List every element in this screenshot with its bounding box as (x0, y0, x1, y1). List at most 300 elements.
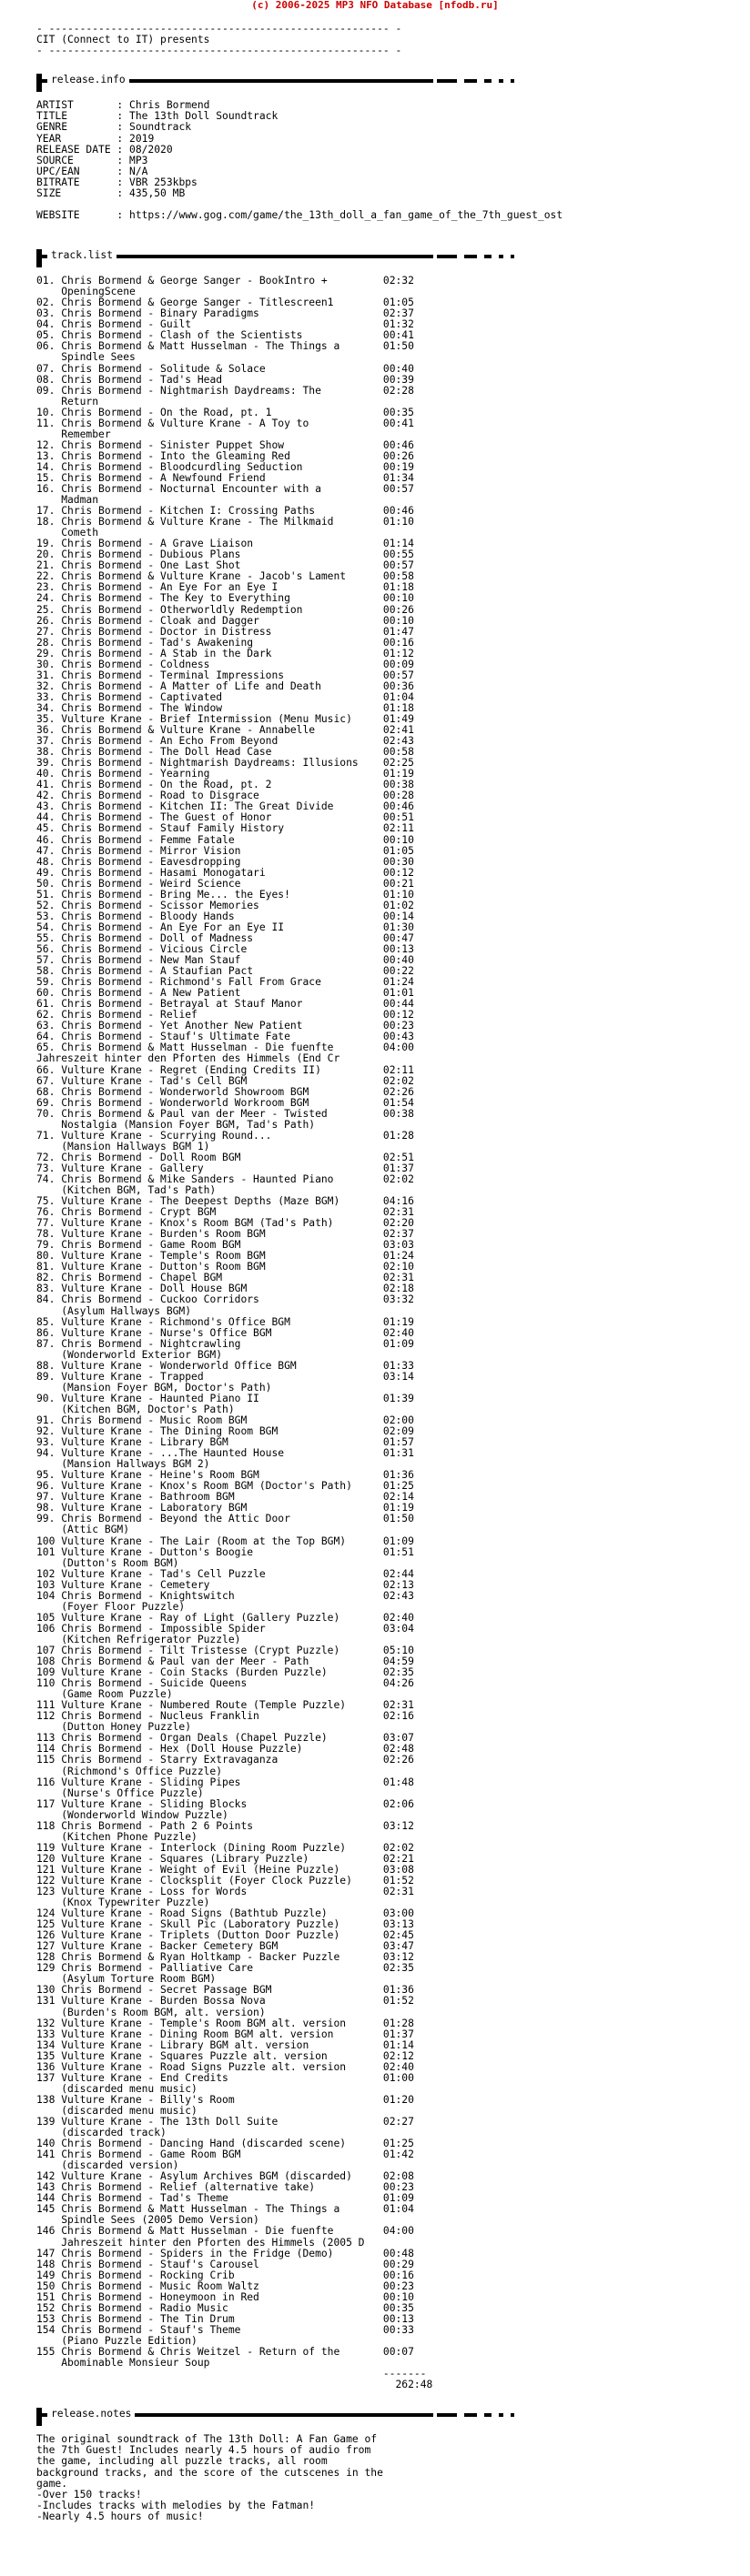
track-duration: 01:47 (382, 625, 414, 638)
track-number: 46. (36, 833, 56, 846)
track-duration: 00:47 (382, 931, 414, 944)
track-title-continued: (Dutton Honey Puzzle) (61, 1721, 192, 1734)
track-duration: 01:32 (382, 318, 414, 331)
track-duration: 01:02 (382, 899, 414, 911)
track-duration: 01:04 (382, 690, 414, 703)
track-row (36, 1853, 414, 1865)
track-duration: 00:22 (382, 965, 414, 978)
track-row (36, 329, 414, 341)
track-number: 109 (36, 1666, 56, 1679)
track-row (36, 1655, 414, 1667)
track-row (36, 998, 414, 1010)
track-duration: 03:32 (382, 1293, 414, 1306)
track-number: 144 (36, 2192, 56, 2205)
track-number: 136 (36, 2060, 56, 2073)
total-time: 262:48 (395, 2379, 433, 2391)
track-title: Chris Bormend - Tad's Theme (61, 2192, 228, 2205)
track-number: 04. (36, 318, 56, 331)
track-duration: 00:57 (382, 669, 414, 681)
track-duration: 01:49 (382, 713, 414, 725)
track-title: Chris Bormend - Music Room Waltz (61, 2279, 259, 2292)
track-duration: 00:57 (382, 483, 414, 496)
track-title-continued: (Richmond's Office Puzzle) (61, 1765, 223, 1777)
track-duration: 00:46 (382, 505, 414, 518)
track-number: 72. (36, 1151, 56, 1163)
track-title: Chris Bormend - Bring Me... the Eyes! (61, 888, 290, 901)
track-row (36, 516, 414, 538)
track-number: 145 (36, 2203, 56, 2216)
track-number: 130 (36, 1984, 56, 1997)
track-number: 80. (36, 1250, 56, 1263)
total-divider: ------- (382, 2368, 427, 2380)
track-duration: 01:39 (382, 1392, 414, 1404)
track-row (36, 680, 414, 692)
track-title: Vulture Krane - The Dining Room BGM (61, 1425, 279, 1438)
track-title: Chris Bormend - Spiders in the Fridge (Demo) (61, 2247, 334, 2259)
track-title: Chris Bormend - Road to Disgrace (61, 790, 259, 802)
track-row (36, 472, 414, 484)
track-row (36, 505, 414, 517)
track-title-continued: Jahreszeit hinter den Pforten des Himmels (2005 D (61, 2236, 365, 2249)
track-row (36, 965, 414, 977)
track-duration: 00:51 (382, 811, 414, 824)
track-title: Chris Bormend - Tilt Tristesse (Crypt Puzzle) (61, 1644, 340, 1656)
track-duration: 01:25 (382, 2138, 414, 2150)
track-row (36, 1886, 414, 1908)
track-number: 86. (36, 1326, 56, 1339)
info-key: WEBSITE (36, 208, 80, 221)
track-row (36, 1469, 414, 1481)
track-number: 85. (36, 1315, 56, 1328)
track-number: 38. (36, 746, 56, 759)
track-row (36, 2291, 414, 2303)
track-number: 12. (36, 438, 56, 451)
track-number: 105 (36, 1611, 56, 1624)
track-row (36, 1864, 414, 1876)
track-number: 77. (36, 1217, 56, 1230)
track-number: 08. (36, 373, 56, 386)
track-title: Chris Bormend - New Man Stauf (61, 954, 241, 967)
track-duration: 02:32 (382, 275, 414, 287)
track-title: Chris Bormend - Kitchen I: Crossing Paths (61, 505, 316, 518)
track-number: 35. (36, 713, 56, 725)
track-title: Chris Bormend & Chris Weitzel - Return of the (61, 2345, 340, 2358)
track-number: 135 (36, 2049, 56, 2062)
track-title-continued: (Kitchen Refrigerator Puzzle) (61, 1633, 241, 1645)
track-title: Chris Bormend - Nucleus Franklin (61, 1710, 259, 1723)
track-row (36, 669, 414, 681)
track-row (36, 1393, 414, 1415)
track-duration: 02:09 (382, 1425, 414, 1438)
track-number: 52. (36, 899, 56, 911)
track-duration: 01:52 (382, 1995, 414, 2007)
track-row (36, 1710, 414, 1733)
track-title: Chris Bormend & Matt Husselman - The Things a (61, 340, 340, 353)
track-row (36, 1480, 414, 1492)
track-title: Chris Bormend - Relief (61, 1009, 198, 1021)
track-duration: 03:47 (382, 1940, 414, 1953)
track-title-continued: (discarded menu music) (61, 2082, 198, 2095)
track-duration: 00:10 (382, 614, 414, 627)
track-duration: 02:11 (382, 1063, 414, 1076)
track-title-continued: Spindle Sees (2005 Demo Version) (61, 2214, 259, 2227)
track-title: Chris Bormend - Femme Fatale (61, 833, 235, 846)
track-number: 58. (36, 965, 56, 978)
copyright-banner[interactable]: (c) 2006-2025 MP3 NFO Database [nfodb.ru] (251, 0, 499, 11)
track-duration: 00:26 (382, 449, 414, 462)
track-title: Chris Bormend & Matt Husselman - Die fuenfte (61, 2225, 334, 2238)
track-duration: 01:31 (382, 1447, 414, 1460)
track-row (36, 637, 414, 649)
track-row (36, 1261, 414, 1273)
track-duration: 02:20 (382, 1217, 414, 1230)
info-value: Soundtrack (129, 121, 192, 134)
track-duration: 00:23 (382, 2279, 414, 2292)
track-title: Chris Bormend - An Eye For an Eye I (61, 581, 279, 594)
track-number: 11. (36, 417, 56, 429)
track-title: Chris Bormend - Beyond the Attic Door (61, 1513, 290, 1525)
track-title-continued: Nostalgia (Mansion Foyer BGM, Tad's Path) (61, 1118, 316, 1131)
track-number: 96. (36, 1480, 56, 1493)
track-duration: 00:13 (382, 2312, 414, 2325)
track-number: 116 (36, 1776, 56, 1788)
track-row (36, 1513, 414, 1535)
track-title: Chris Bormend - Chapel BGM (61, 1272, 223, 1284)
track-number: 123 (36, 1886, 56, 1898)
track-duration: 01:00 (382, 2071, 414, 2084)
track-number: 71. (36, 1129, 56, 1142)
track-row (36, 1732, 414, 1744)
track-title: Chris Bormend - The Window (61, 701, 223, 714)
track-title: Vulture Krane - Tad's Cell Puzzle (61, 1567, 266, 1580)
track-duration: 02:37 (382, 1228, 414, 1241)
track-duration: 00:40 (382, 362, 414, 375)
track-row (36, 1371, 414, 1394)
track-number: 31. (36, 669, 56, 681)
track-row (36, 1086, 414, 1098)
track-title-continued: (Kitchen BGM, Tad's Path) (61, 1184, 217, 1197)
track-duration: 02:31 (382, 1699, 414, 1712)
track-title: Chris Bormend - The Guest of Honor (61, 811, 272, 824)
track-duration: 02:35 (382, 1962, 414, 1975)
track-row (36, 275, 414, 297)
track-title: Vulture Krane - Road Signs Puzzle alt. version (61, 2060, 347, 2073)
track-row (36, 1360, 414, 1372)
track-title-continued: (Asylum Torture Room BGM) (61, 1973, 217, 1986)
track-number: 124 (36, 1907, 56, 1920)
track-duration: 02:10 (382, 1261, 414, 1273)
track-duration: 00:23 (382, 1020, 414, 1032)
track-title: Vulture Krane - Doll House BGM (61, 1283, 248, 1295)
track-row (36, 2170, 414, 2182)
track-title: Chris Bormend - Starry Extravaganza (61, 1754, 279, 1766)
track-title-continued: (Wonderworld Window Puzzle) (61, 1808, 228, 1821)
track-row (36, 1152, 414, 1163)
track-row (36, 1327, 414, 1339)
track-row (36, 1414, 414, 1426)
track-number: 25. (36, 603, 56, 616)
track-title: Chris Bormend - Dancing Hand (discarded scene) (61, 2138, 347, 2150)
track-row (36, 1666, 414, 1678)
track-row (36, 581, 414, 593)
track-title: Vulture Krane - Tad's Cell BGM (61, 1074, 248, 1087)
track-title: Chris Bormend - Crypt BGM (61, 1206, 217, 1219)
track-title: Chris Bormend - Into the Gleaming Red (61, 449, 290, 462)
track-title: Chris Bormend & Mike Sanders - Haunted Piano (61, 1172, 334, 1185)
track-duration: 02:02 (382, 1172, 414, 1185)
track-duration: 00:10 (382, 2290, 414, 2303)
track-row (36, 1929, 414, 1941)
track-number: 89. (36, 1370, 56, 1383)
track-duration: 02:12 (382, 2049, 414, 2062)
track-row (36, 1918, 414, 1930)
track-duration: 00:14 (382, 910, 414, 922)
track-title: Chris Bormend - Nocturnal Encounter with a (61, 483, 321, 496)
track-title-continued: OpeningScene (61, 286, 136, 298)
track-row (36, 987, 414, 999)
track-title: Chris Bormend - Solitude & Solace (61, 362, 266, 375)
track-title: Vulture Krane - ...The Haunted House (61, 1447, 285, 1460)
track-duration: 01:50 (382, 1513, 414, 1525)
track-title: Vulture Krane - Billy's Room (61, 2093, 235, 2106)
track-number: 142 (36, 2170, 56, 2183)
track-row (36, 1009, 414, 1021)
track-title: Chris Bormend - Richmond's Fall From Grace (61, 976, 321, 989)
track-row (36, 548, 414, 560)
track-title: Vulture Krane - The Deepest Depths (Maze BGM) (61, 1195, 340, 1208)
track-row (36, 932, 414, 944)
track-title: Vulture Krane - Skull Pic (Laboratory Puzzle) (61, 1918, 340, 1931)
section-title-track-list: track.list (47, 249, 117, 262)
track-number: 51. (36, 888, 56, 901)
track-title: Chris Bormend - Nightmarish Daydreams: Illusions (61, 757, 359, 770)
track-number: 132 (36, 2017, 56, 2029)
track-title: Chris Bormend - Dubious Plans (61, 548, 241, 561)
track-number: 10. (36, 406, 56, 418)
track-number: 98. (36, 1502, 56, 1514)
track-title: Chris Bormend - An Echo From Beyond (61, 735, 279, 748)
track-number: 134 (36, 2038, 56, 2051)
track-duration: 00:16 (382, 2269, 414, 2281)
track-title: Vulture Krane - Knox's Room BGM (Doctor's Path) (61, 1480, 352, 1493)
track-number: 37. (36, 735, 56, 748)
info-key: YEAR (36, 132, 62, 145)
track-duration: 03:14 (382, 1370, 414, 1383)
track-title-continued: Remember (61, 428, 111, 440)
track-title: Chris Bormend - The Tin Drum (61, 2312, 235, 2325)
track-duration: 00:28 (382, 790, 414, 802)
track-row (36, 2148, 414, 2171)
track-number: 81. (36, 1261, 56, 1273)
track-title-continued: Abominable Monsieur Soup (61, 2357, 210, 2370)
track-title: Chris Bormend - Palliative Care (61, 1962, 254, 1975)
track-row (36, 2225, 414, 2248)
track-row (36, 1206, 414, 1218)
track-row (36, 867, 414, 879)
track-title: Chris Bormend - Game Room BGM (61, 2148, 241, 2161)
track-duration: 02:43 (382, 1589, 414, 1602)
track-row (36, 1293, 414, 1316)
track-number: 140 (36, 2138, 56, 2150)
track-duration: 01:37 (382, 1162, 414, 1174)
track-number: 121 (36, 1863, 56, 1876)
track-duration: 00:35 (382, 406, 414, 418)
track-number: 95. (36, 1469, 56, 1482)
track-row (36, 297, 414, 308)
track-title: Chris Bormend & Vulture Krane - Annabelle (61, 724, 316, 737)
track-number: 16. (36, 483, 56, 496)
track-number: 74. (36, 1172, 56, 1185)
track-title: Chris Bormend - Kitchen II: The Great Divide (61, 800, 334, 813)
track-duration: 02:31 (382, 1272, 414, 1284)
website-link[interactable]: https://www.gog.com/game/the_13th_doll_a_fan_game_of_the_7th_guest_ost (129, 208, 563, 221)
track-row (36, 1995, 414, 2018)
info-key: ARTIST (36, 99, 74, 112)
track-title: Chris Bormend - Stauf's Theme (61, 2323, 241, 2336)
track-duration: 02:21 (382, 1852, 414, 1865)
track-row (36, 921, 414, 933)
track-row (36, 626, 414, 638)
track-duration: 01:01 (382, 987, 414, 1000)
track-number: 119 (36, 1841, 56, 1854)
track-number: 07. (36, 362, 56, 375)
track-duration: 02:06 (382, 1797, 414, 1810)
track-number: 152 (36, 2301, 56, 2314)
track-duration: 03:13 (382, 1918, 414, 1931)
track-row (36, 1436, 414, 1448)
track-title: Chris Bormend & Ryan Holtkamp - Backer Puzzle (61, 1951, 340, 1964)
track-row (36, 2138, 414, 2149)
track-title: Chris Bormend & Paul van der Meer - Path (61, 1655, 309, 1668)
track-number: 97. (36, 1491, 56, 1504)
track-number: 39. (36, 757, 56, 770)
track-title: Vulture Krane - Clocksplit (Foyer Clock Puzzle) (61, 1874, 352, 1887)
track-row (36, 1228, 414, 1240)
track-row (36, 878, 414, 890)
track-title: Chris Bormend - Nightmarish Daydreams: The (61, 384, 321, 397)
track-number: 138 (36, 2093, 56, 2106)
track-duration: 02:43 (382, 735, 414, 748)
track-number: 84. (36, 1293, 56, 1306)
track-duration: 00:33 (382, 2323, 414, 2336)
track-number: 40. (36, 768, 56, 780)
track-row (36, 1907, 414, 1919)
track-duration: 01:09 (382, 2192, 414, 2205)
track-duration: 02:51 (382, 1151, 414, 1163)
track-number: 125 (36, 1918, 56, 1931)
track-title: Chris Bormend - Nightcrawling (61, 1337, 241, 1350)
track-row (36, 1130, 414, 1152)
track-row (36, 1272, 414, 1283)
track-duration: 01:14 (382, 2038, 414, 2051)
track-duration: 00:41 (382, 417, 414, 429)
track-title: Chris Bormend - Game Room BGM (61, 1239, 241, 1252)
track-number: 55. (36, 931, 56, 944)
track-row (36, 845, 414, 857)
track-row (36, 2259, 414, 2270)
track-duration: 00:38 (382, 1107, 414, 1120)
track-number: 32. (36, 679, 56, 692)
track-duration: 02:45 (382, 1929, 414, 1942)
track-number: 88. (36, 1359, 56, 1372)
track-duration: 00:35 (382, 2301, 414, 2314)
track-row (36, 1064, 414, 1076)
track-title: Vulture Krane - End Credits (61, 2071, 228, 2084)
track-title: Chris Bormend - Tad's Head (61, 373, 223, 386)
track-duration: 04:26 (382, 1677, 414, 1690)
track-row (36, 2324, 414, 2347)
track-title: Chris Bormend - A Matter of Life and Death (61, 679, 321, 692)
track-duration: 00:12 (382, 866, 414, 879)
track-title-continued: (Dutton's Room BGM) (61, 1556, 179, 1569)
track-title: Vulture Krane - Coin Stacks (Burden Puzzle) (61, 1666, 328, 1679)
track-row (36, 2346, 414, 2369)
track-row (36, 1699, 414, 1711)
track-title: Chris Bormend - Weird Science (61, 877, 241, 890)
track-number: 139 (36, 2116, 56, 2128)
track-row (36, 1217, 414, 1229)
track-row (36, 2280, 414, 2292)
track-row (36, 1031, 414, 1042)
track-title: Chris Bormend - Mirror Vision (61, 844, 241, 857)
track-number: 102 (36, 1567, 56, 1580)
track-title: Chris Bormend - An Eye For an Eye II (61, 921, 285, 933)
track-row (36, 822, 414, 834)
group-line: CIT (Connect to IT) presents (36, 34, 210, 46)
info-value: 435,50 MB (129, 186, 186, 199)
track-row (36, 2061, 414, 2073)
track-duration: 01:18 (382, 701, 414, 714)
track-number: 78. (36, 1228, 56, 1241)
track-number: 56. (36, 942, 56, 955)
track-title: Vulture Krane - Sliding Pipes (61, 1776, 241, 1788)
track-row (36, 691, 414, 703)
track-title-continued: Madman (61, 494, 99, 507)
track-number: 93. (36, 1436, 56, 1449)
track-duration: 00:10 (382, 592, 414, 605)
track-number: 76. (36, 1206, 56, 1219)
track-title: Chris Bormend - Doll of Madness (61, 931, 254, 944)
section-title-release-info: release.info (47, 74, 129, 86)
track-row (36, 1645, 414, 1656)
track-duration: 01:24 (382, 1250, 414, 1263)
track-row (36, 418, 414, 440)
track-title: Chris Bormend & Matt Husselman - The Things a (61, 2203, 340, 2216)
track-title: Chris Bormend - Terminal Impressions (61, 669, 285, 681)
track-duration: 01:24 (382, 976, 414, 989)
track-duration: 00:58 (382, 570, 414, 583)
track-row (36, 1820, 414, 1843)
track-duration: 01:37 (382, 2028, 414, 2040)
track-duration: 00:16 (382, 636, 414, 649)
track-row (36, 1425, 414, 1437)
track-row (36, 1590, 414, 1613)
track-title: Chris Bormend - Knightswitch (61, 1589, 235, 1602)
track-duration: 00:46 (382, 800, 414, 813)
track-number: 153 (36, 2312, 56, 2325)
track-duration: 02:02 (382, 1074, 414, 1087)
track-duration: 01:54 (382, 1096, 414, 1109)
track-title: Chris Bormend - Wonderworld Showroom BGM (61, 1085, 309, 1098)
track-row (36, 1502, 414, 1514)
track-title: Chris Bormend - A Staufian Pact (61, 965, 254, 978)
track-duration: 00:39 (382, 373, 414, 386)
track-number: 49. (36, 866, 56, 879)
track-duration: 04:16 (382, 1195, 414, 1208)
track-title: Vulture Krane - Knox's Room BGM (Tad's Path) (61, 1217, 334, 1230)
track-number: 50. (36, 877, 56, 890)
track-title-continued: Jahreszeit hinter den Pforten des Himmels (End Cr (36, 1052, 340, 1065)
